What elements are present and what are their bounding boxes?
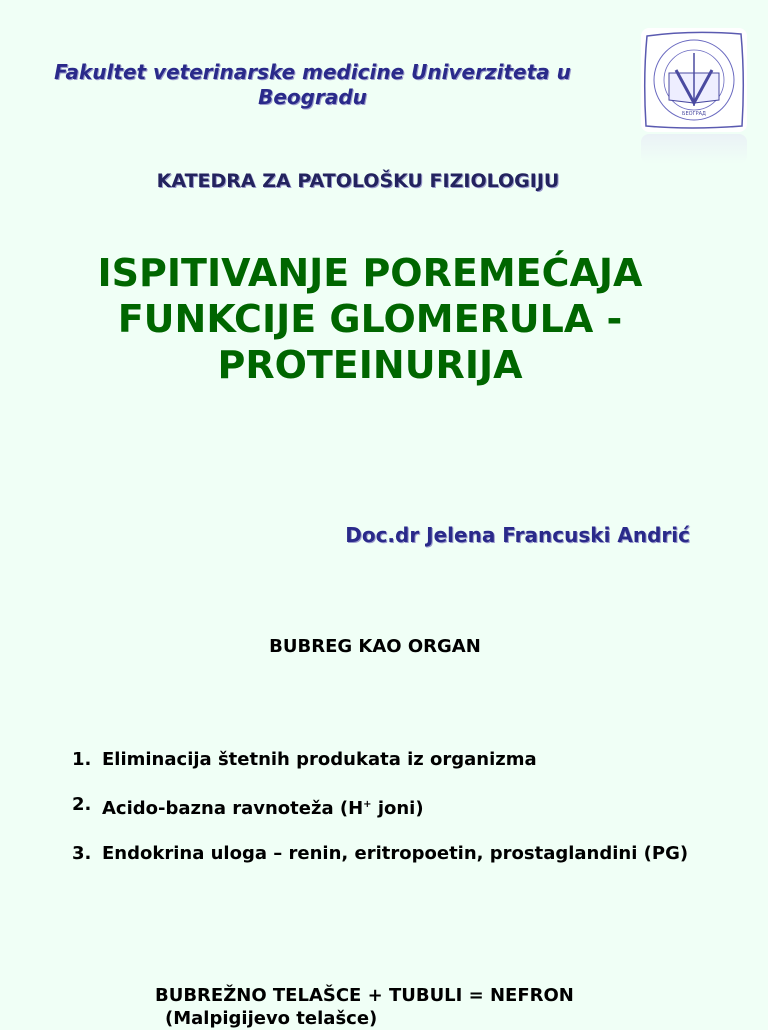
list-item [72,748,692,771]
nephron-line: BUBREŽNO TELAŠCE + TUBULI = NEFRON [155,985,574,1006]
item-text-part: joni) [371,798,424,819]
item-text: Endokrina uloga – renin, eritropoetin, prostaglandini (PG) [102,843,689,864]
item-text [102,793,424,820]
svg-text:БЕОГРАД: БЕОГРАД [682,111,706,117]
faculty-logo [641,28,747,132]
nephron-formula [155,984,574,1030]
title-line: ISPITIVANJE POREMEĆAJA [97,251,643,295]
function-list [72,748,692,887]
superscript: + [363,799,372,810]
author: Doc.dr Jelena Francuski Andrić [345,523,690,547]
item-number: 1. [72,749,92,770]
section-heading: BUBREG KAO ORGAN [269,636,481,657]
item-text-part: Acido-bazna ravnoteža (H [102,798,364,819]
nephron-subline: (Malpigijevo telašce) [165,1008,378,1029]
item-number: 3. [72,843,92,864]
slide-title [0,250,740,388]
item-number: 2. [72,794,92,815]
department: KATEDRA ZA PATOLOŠKU FIZIOLOGIJU [156,170,560,192]
logo-reflection [641,134,747,164]
list-item [72,793,692,820]
list-item [72,842,692,865]
item-text: Eliminacija štetnih produkata iz organizma [102,749,537,770]
title-line: FUNKCIJE GLOMERULA - [117,297,623,341]
title-line: PROTEINURIJA [217,343,523,387]
faculty-name: Fakultet veterinarske medicine Univerziteta u Beogradu [54,60,571,109]
